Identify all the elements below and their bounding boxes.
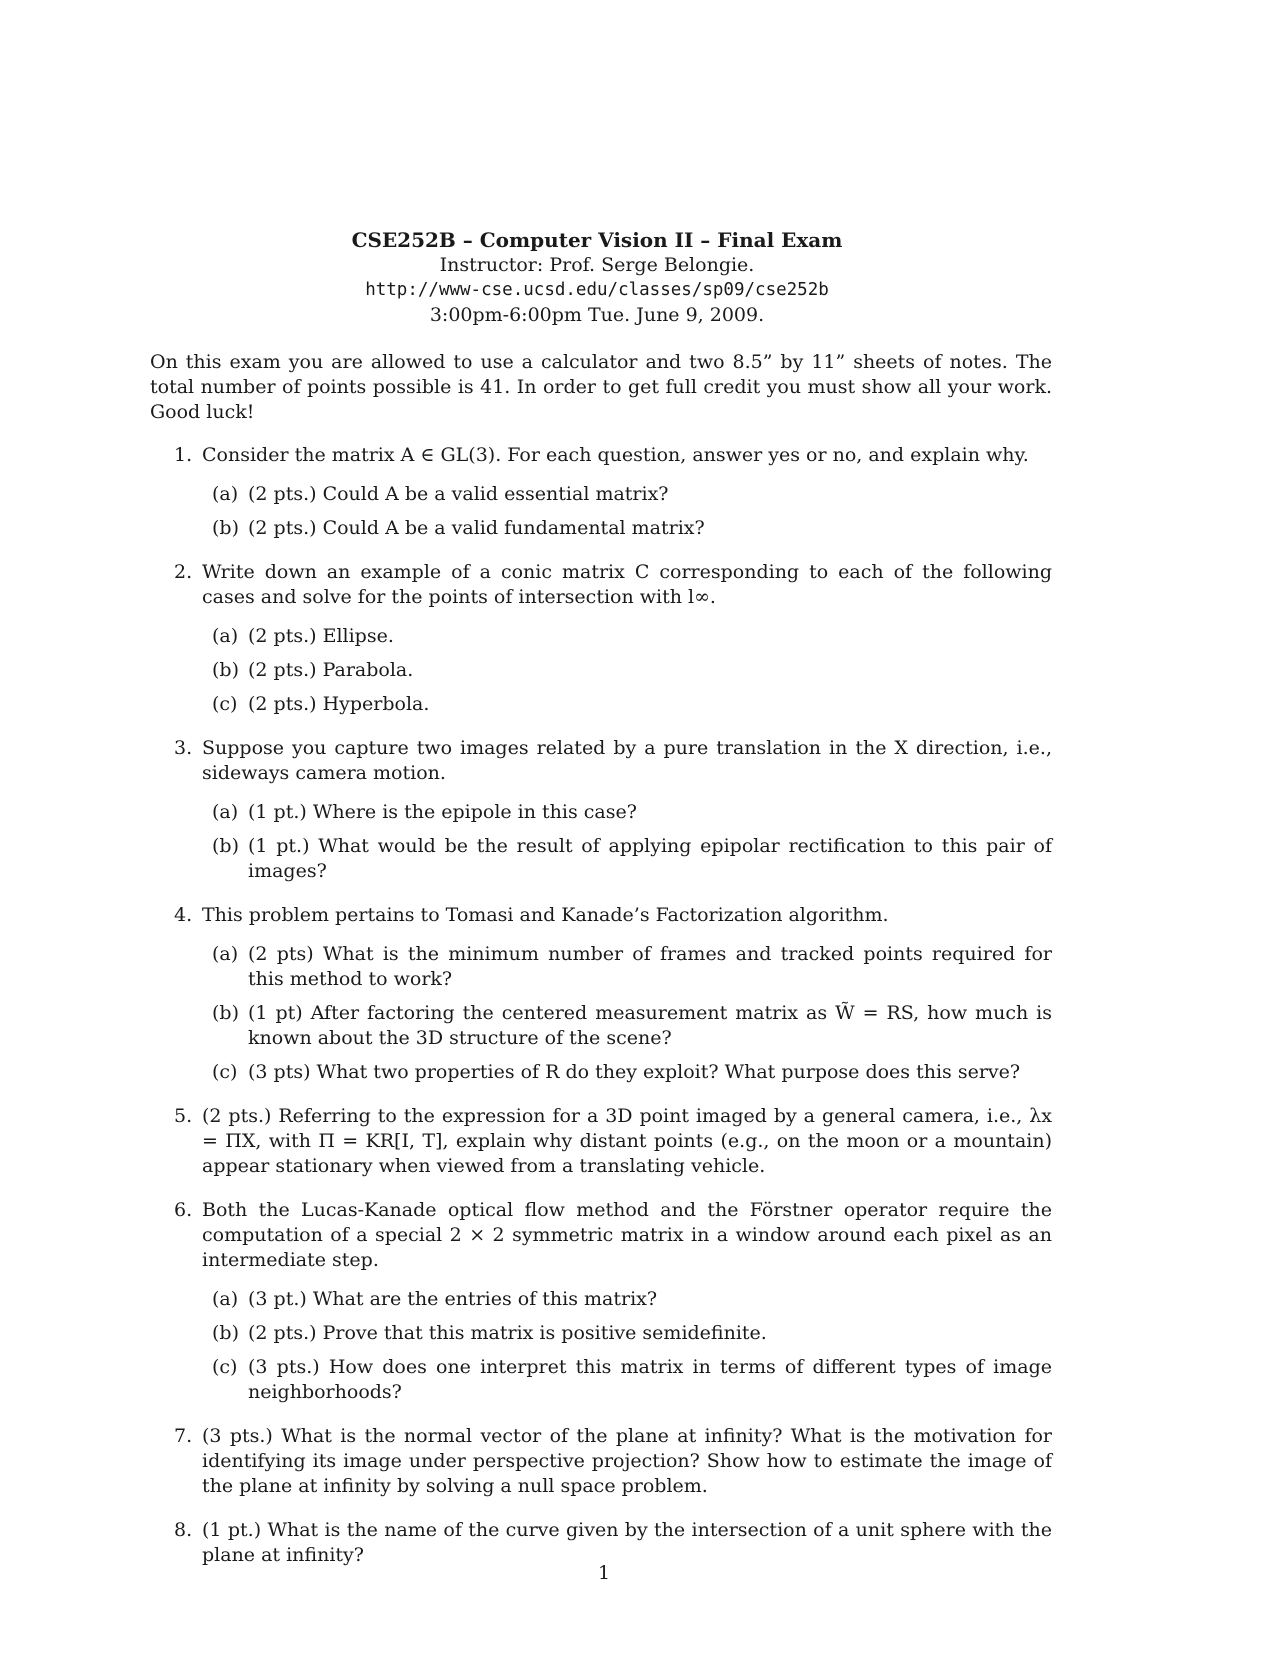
subquestion-label: (b) [212, 1002, 239, 1024]
subquestion-item [202, 624, 1052, 649]
question-text: Both the Lucas-Kanade optical flow method and the Förstner operator require the computation of a special 2 × 2 symmetric matrix in a window around each pixel as an intermediate step. [202, 1199, 1052, 1271]
subquestion-label: (b) [212, 1322, 239, 1344]
exam-title: CSE252B – Computer Vision II – Final Exam [351, 228, 843, 252]
subquestion-item [202, 1321, 1052, 1346]
subquestion-item [202, 658, 1052, 683]
question-number: 8. [174, 1519, 193, 1541]
subquestion-label: (c) [212, 693, 238, 715]
subquestion-text: (2 pts.) Hyperbola. [248, 693, 430, 715]
subquestion-list [202, 800, 1052, 884]
subquestion-item [202, 834, 1052, 884]
question-text: Write down an example of a conic matrix C corresponding to each of the following cases and solve for the points of intersection with l∞. [202, 561, 1052, 608]
subquestion-text: (2 pts.) Could A be a valid fundamental matrix? [248, 517, 705, 539]
course-url: http://www-cse.ucsd.edu/classes/sp09/cse252b [365, 280, 829, 300]
exam-page [150, 228, 1052, 1587]
subquestion-text: (2 pts) What is the minimum number of frames and tracked points required for this method to work? [248, 943, 1052, 990]
instructor-line: Instructor: Prof. Serge Belongie. [439, 254, 755, 276]
question-item [150, 736, 1052, 884]
subquestion-item [202, 1355, 1052, 1405]
subquestion-label: (b) [212, 517, 239, 539]
subquestion-label: (a) [212, 625, 239, 647]
subquestion-item [202, 692, 1052, 717]
subquestion-item [202, 1001, 1052, 1051]
question-text: This problem pertains to Tomasi and Kanade’s Factorization algorithm. [202, 904, 889, 926]
subquestion-item [202, 1060, 1052, 1085]
exam-instructions: On this exam you are allowed to use a calculator and two 8.5” by 11” sheets of notes. The total number of points possible is 41. In order to get full credit you must show all your work. Good luck! [150, 351, 1052, 423]
subquestion-text: (3 pts) What two properties of R do they exploit? What purpose does this serve? [248, 1061, 1021, 1083]
subquestion-item [202, 800, 1052, 825]
page-number: 1 [597, 1562, 611, 1584]
question-number: 4. [174, 904, 193, 926]
question-text: (1 pt.) What is the name of the curve given by the intersection of a unit sphere with the plane at infinity? [202, 1519, 1052, 1566]
subquestion-text: (3 pt.) What are the entries of this matrix? [248, 1288, 658, 1310]
question-number: 2. [174, 561, 193, 583]
question-text: Suppose you capture two images related by a pure translation in the X direction, i.e., sideways camera motion. [202, 737, 1052, 784]
question-list [150, 443, 1052, 1568]
question-item [150, 1198, 1052, 1405]
subquestion-label: (a) [212, 943, 239, 965]
subquestion-list [202, 1287, 1052, 1405]
subquestion-text: (3 pts.) How does one interpret this matrix in terms of different types of image neighborhoods? [248, 1356, 1052, 1403]
question-number: 6. [174, 1199, 193, 1221]
subquestion-text: (1 pt.) Where is the epipole in this case? [248, 801, 637, 823]
subquestion-list [202, 482, 1052, 541]
question-number: 3. [174, 737, 193, 759]
subquestion-text: (1 pt.) What would be the result of applying epipolar rectification to this pair of images? [248, 835, 1052, 882]
subquestion-text: (2 pts.) Could A be a valid essential matrix? [248, 483, 669, 505]
subquestion-label: (a) [212, 1288, 239, 1310]
question-item [150, 1424, 1052, 1499]
question-number: 7. [174, 1425, 193, 1447]
subquestion-list [202, 624, 1052, 717]
subquestion-item [202, 942, 1052, 992]
subquestion-label: (a) [212, 483, 239, 505]
question-number: 1. [174, 444, 193, 466]
subquestion-label: (c) [212, 1356, 238, 1378]
question-item [150, 903, 1052, 1085]
subquestion-label: (a) [212, 801, 239, 823]
subquestion-list [202, 942, 1052, 1085]
subquestion-label: (b) [212, 659, 239, 681]
question-text: Consider the matrix A ∈ GL(3). For each question, answer yes or no, and explain why. [202, 444, 1029, 466]
question-item [150, 1104, 1052, 1179]
question-text: (3 pts.) What is the normal vector of the plane at infinity? What is the motivation for identifying its image under perspective projection? Show how to estimate the image of the plane at infinity by solving a null space problem. [202, 1425, 1052, 1497]
question-item [150, 1518, 1052, 1568]
subquestion-text: (2 pts.) Ellipse. [248, 625, 394, 647]
question-text: (2 pts.) Referring to the expression for a 3D point imaged by a general camera, i.e., λx = ΠX, with Π = KR[I, T], explain why distant points (e.g., on the moon or a mountain) appear stationary when viewed from a translating vehicle. [202, 1105, 1052, 1177]
subquestion-text: (2 pts.) Prove that this matrix is positive semidefinite. [248, 1322, 767, 1344]
question-item [150, 560, 1052, 717]
subquestion-item [202, 516, 1052, 541]
question-number: 5. [174, 1105, 193, 1127]
exam-header [142, 228, 1052, 328]
subquestion-item [202, 482, 1052, 507]
subquestion-text: (1 pt) After factoring the centered measurement matrix as W̃ = RS, how much is known about the 3D structure of the scene? [248, 1002, 1052, 1049]
subquestion-text: (2 pts.) Parabola. [248, 659, 414, 681]
question-item [150, 443, 1052, 541]
exam-datetime: 3:00pm-6:00pm Tue. June 9, 2009. [429, 304, 765, 326]
subquestion-label: (c) [212, 1061, 238, 1083]
subquestion-item [202, 1287, 1052, 1312]
subquestion-label: (b) [212, 835, 239, 857]
